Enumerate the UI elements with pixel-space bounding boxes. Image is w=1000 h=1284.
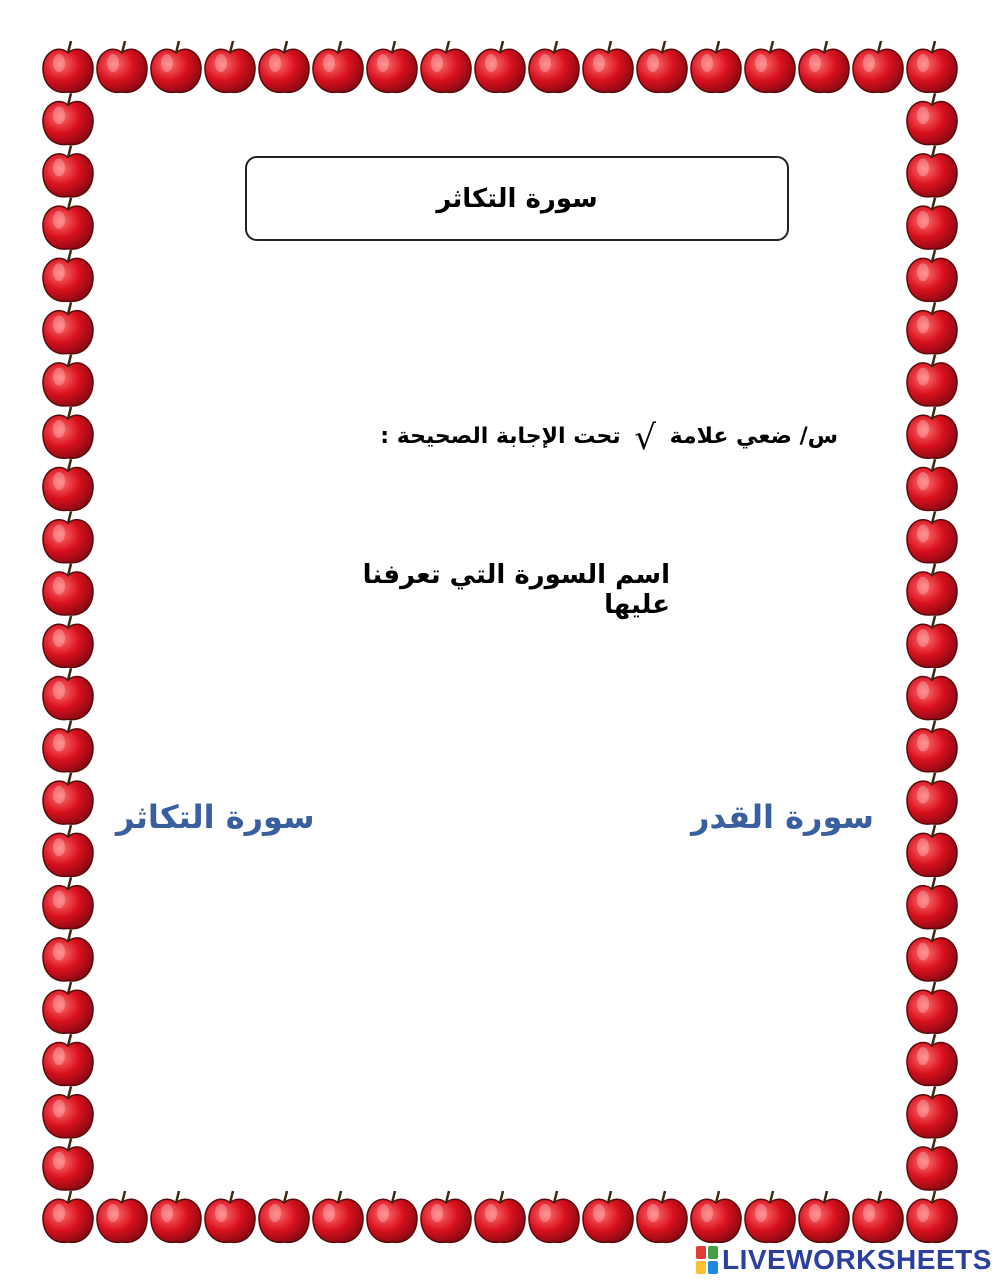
brand-name: LIVEWORKSHEETS bbox=[722, 1244, 992, 1275]
apple-icon bbox=[205, 41, 255, 92]
apple-icon bbox=[907, 721, 957, 772]
apple-icon bbox=[43, 355, 93, 406]
apple-icon bbox=[43, 1034, 93, 1085]
apple-icon bbox=[475, 1191, 525, 1242]
apple-icon bbox=[421, 1191, 471, 1242]
apple-icon bbox=[907, 1086, 957, 1137]
apple-icon bbox=[43, 616, 93, 667]
apple-icon bbox=[691, 41, 741, 92]
apple-icon bbox=[43, 825, 93, 876]
apple-icon bbox=[43, 1139, 93, 1190]
apple-icon bbox=[907, 668, 957, 719]
apple-icon bbox=[313, 41, 363, 92]
question-instruction bbox=[380, 418, 838, 458]
apple-icon bbox=[43, 41, 93, 92]
answer-option-qadr[interactable]: سورة القدر bbox=[691, 798, 874, 836]
apple-icon bbox=[151, 41, 201, 92]
question-prompt: اسم السورة التي تعرفنا عليها bbox=[362, 560, 670, 620]
worksheet-title: سورة التكاثر bbox=[436, 183, 598, 214]
apple-icon bbox=[43, 773, 93, 824]
apple-icon bbox=[745, 41, 795, 92]
apple-icon bbox=[151, 1191, 201, 1242]
apple-icon bbox=[907, 564, 957, 615]
check-mark-icon: √ bbox=[634, 418, 656, 458]
apple-icon bbox=[43, 302, 93, 353]
apple-icon bbox=[907, 198, 957, 249]
apple-icon bbox=[637, 1191, 687, 1242]
apple-icon bbox=[205, 1191, 255, 1242]
apple-icon bbox=[529, 41, 579, 92]
apple-icon bbox=[907, 355, 957, 406]
apple-icon bbox=[907, 146, 957, 197]
apple-icon bbox=[799, 1191, 849, 1242]
apple-icon bbox=[907, 1139, 957, 1190]
apple-icon bbox=[583, 1191, 633, 1242]
apple-icon bbox=[43, 93, 93, 144]
apple-icon bbox=[853, 1191, 903, 1242]
apple-icon bbox=[691, 1191, 741, 1242]
apple-icon bbox=[259, 1191, 309, 1242]
apple-icon bbox=[907, 93, 957, 144]
apple-icon bbox=[907, 825, 957, 876]
apple-icon bbox=[313, 1191, 363, 1242]
apple-icon bbox=[43, 1191, 93, 1242]
apple-icon bbox=[907, 511, 957, 562]
apple-icon bbox=[367, 1191, 417, 1242]
apple-icon bbox=[367, 41, 417, 92]
apple-icon bbox=[907, 616, 957, 667]
apple-icon bbox=[907, 982, 957, 1033]
apple-icon bbox=[43, 668, 93, 719]
apple-icon bbox=[907, 877, 957, 928]
liveworksheets-brand bbox=[696, 1244, 992, 1276]
question-suffix: تحت الإجابة الصحيحة : bbox=[380, 424, 621, 449]
apple-icon bbox=[43, 1086, 93, 1137]
apple-icon bbox=[907, 302, 957, 353]
apple-icon bbox=[907, 773, 957, 824]
liveworksheets-logo-icon bbox=[696, 1246, 718, 1274]
apple-icon bbox=[43, 877, 93, 928]
apple-icon bbox=[907, 459, 957, 510]
apple-icon bbox=[43, 930, 93, 981]
apple-icon bbox=[907, 1191, 957, 1242]
title-box bbox=[245, 156, 789, 241]
apple-icon bbox=[43, 146, 93, 197]
apple-icon bbox=[43, 982, 93, 1033]
apple-icon bbox=[43, 459, 93, 510]
apple-icon bbox=[907, 930, 957, 981]
apple-icon bbox=[97, 1191, 147, 1242]
apple-icon bbox=[259, 41, 309, 92]
apple-icon bbox=[907, 1034, 957, 1085]
apple-icon bbox=[583, 41, 633, 92]
apple-icon bbox=[799, 41, 849, 92]
apple-icon bbox=[907, 250, 957, 301]
apple-icon bbox=[745, 1191, 795, 1242]
apple-icon bbox=[43, 721, 93, 772]
apple-icon bbox=[43, 407, 93, 458]
apple-icon bbox=[43, 511, 93, 562]
apple-icon bbox=[43, 198, 93, 249]
question-prefix: س/ ضعي علامة bbox=[669, 424, 838, 449]
apple-icon bbox=[43, 250, 93, 301]
apple-icon bbox=[529, 1191, 579, 1242]
apple-icon bbox=[907, 41, 957, 92]
apple-icon bbox=[853, 41, 903, 92]
answer-option-takathur[interactable]: سورة التكاثر bbox=[116, 798, 315, 836]
apple-icon bbox=[97, 41, 147, 92]
apple-icon bbox=[637, 41, 687, 92]
apple-icon bbox=[421, 41, 471, 92]
apple-icon bbox=[907, 407, 957, 458]
apple-icon bbox=[475, 41, 525, 92]
apple-icon bbox=[43, 564, 93, 615]
